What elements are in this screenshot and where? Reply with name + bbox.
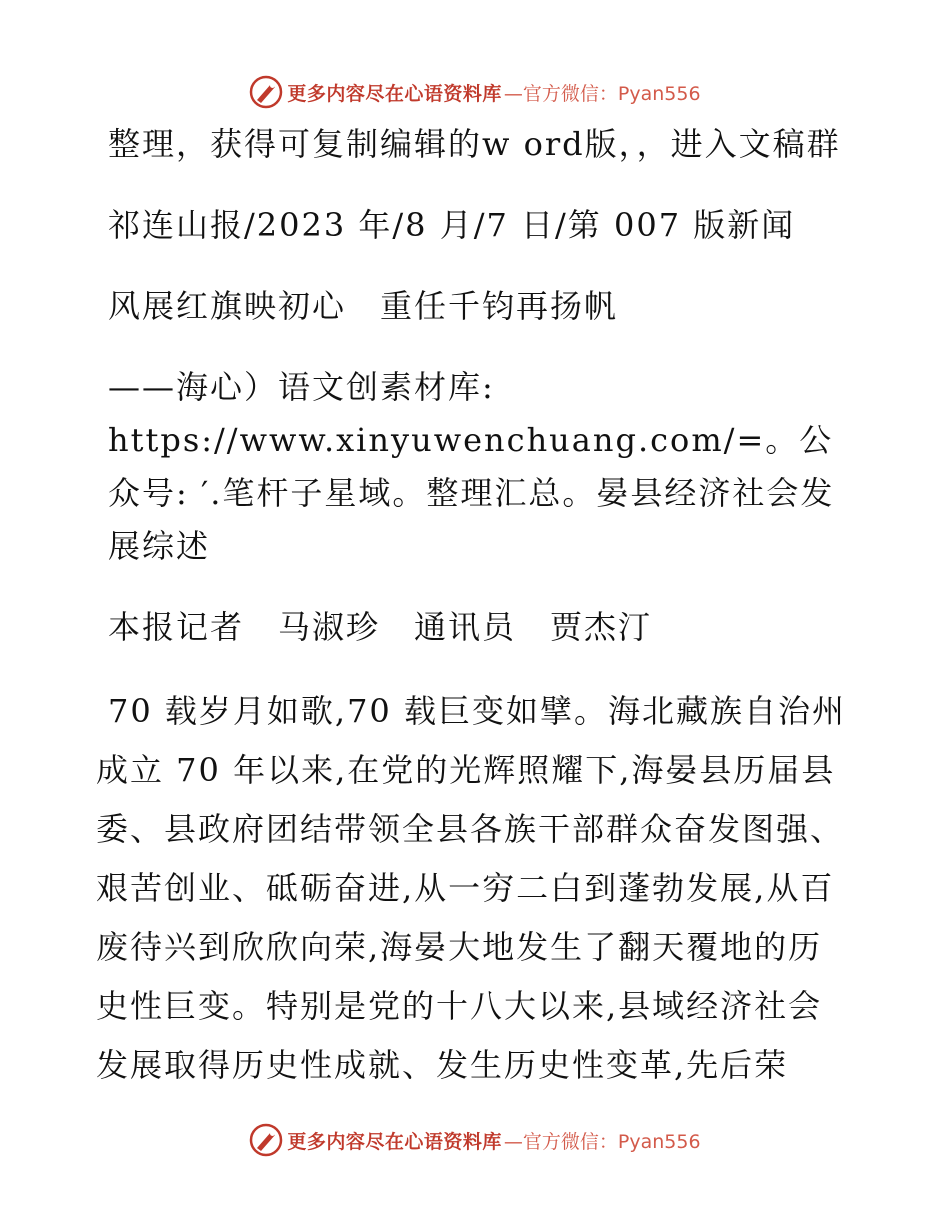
banner-wechat: —官方微信：Pyan556 (503, 82, 701, 105)
pen-logo-icon (249, 1123, 283, 1157)
document-body (96, 118, 856, 1095)
headline: 风展红旗映初心 重任千钧再扬帆 (108, 287, 619, 325)
subtitle: ——海心）语文创素材库: https://www.xinyuwenchuang.com/=。公众号: ′.笔杆子星域。整理汇总。晏县经济社会发展综述 (108, 368, 835, 565)
banner-wechat: —官方微信：Pyan556 (503, 1130, 701, 1153)
banner-title: 更多内容尽在心语资料库 (287, 82, 502, 105)
source-line: 祁连山报/2023 年/8 月/7 日/第 007 版新闻 (108, 206, 796, 244)
intro-line: 整理，获得可复制编辑的w ord版，，进入文稿群 (108, 125, 841, 163)
footer-banner (0, 1120, 950, 1160)
banner-title: 更多内容尽在心语资料库 (287, 1130, 502, 1153)
byline: 本报记者 马淑珍 通讯员 贾杰汀 (108, 608, 653, 646)
pen-logo-icon (249, 75, 283, 109)
body-paragraph: 70 载岁月如歌,70 载巨变如擘。海北藏族自治州成立 70 年以来,在党的光辉照耀下,海晏县历届县委、县政府团结带领全县各族干部群众奋发图强、艰苦创业、砥砺奋进,从一穷二白到蓬勃发展,从百废待兴到欣欣向荣,海晏大地发生了翻天覆地的历史性巨变。特别是党的十八大以来,县域经济社会发展取得历史性成就、发生历史性变革,先后荣 (96, 692, 846, 1084)
header-banner (0, 72, 950, 112)
